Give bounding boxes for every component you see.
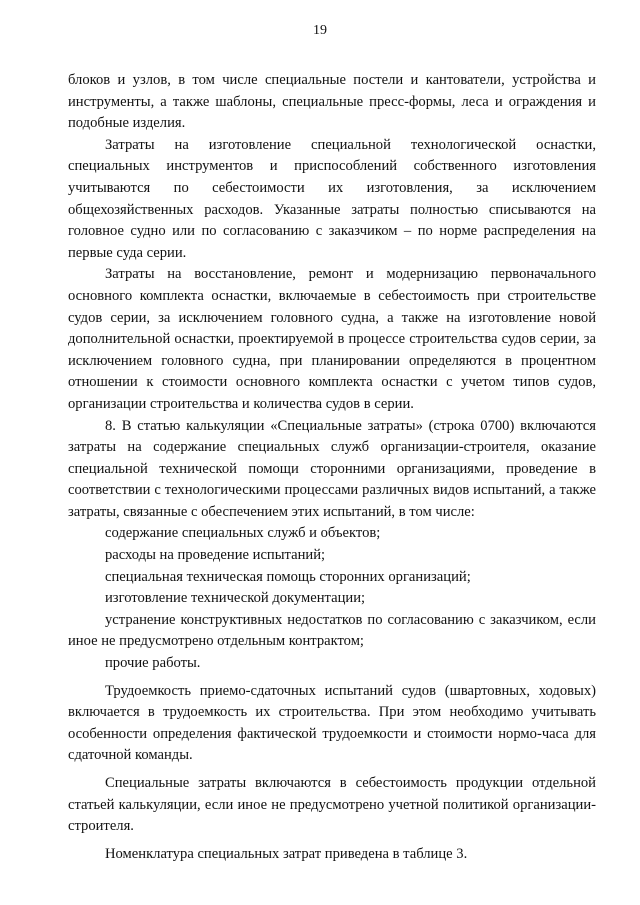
paragraph-acceptance-tests-labor: Трудоемкость приемо-сдаточных испытаний судов (швартовных, ходовых) включается в трудоемкость их строительства. При этом необходимо учитывать особенности определения фактической трудоемкости и стоимости нормо-часа для сдаточной команды. [68,682,596,764]
paragraph-special-costs-inclusion: Специальные затраты включаются в себестоимость продукции отдельной статьей калькуляции, если иное не предусмотрено учетной политикой организации-строителя. [68,775,596,835]
paragraph-tooling-restoration-costs: Затраты на восстановление, ремонт и модернизацию первоначального основного комплекта оснастки, включаемые в себестоимость при строительстве судов серии, за исключением головного судна, а также на изготовление новой дополнительной оснастки, проектируемой в процессе строительства судов серии, за исключением головного судна, при планировании определяются в процентном отношении к стоимости основного комплекта оснастки с учетом типов судов, организации строительства и количества судов в серии. [68,266,596,412]
list-item-special-services: содержание специальных служб и объектов; [105,525,381,542]
list-item-other-works: прочие работы. [105,655,201,672]
list-item-technical-documentation: изготовление технической документации; [105,590,366,607]
list-item-design-defects: устранение конструктивных недостатков по согласованию с заказчиком, если иное не предусмотрено отдельным контрактом; [68,611,596,650]
paragraph-item-8-special-costs: 8. В статью калькуляции «Специальные затраты» (строка 0700) включаются затраты на содержание специальных служб организации-строителя, оказание специальной технической помощи сторонними организациями, проведение в соответствии с технологическими процессами различных видов испытаний, а также затраты, связанные с обеспечением этих испытаний, в том числе: [68,417,596,520]
list-item-technical-assistance: специальная техническая помощь сторонних организаций; [105,568,471,585]
paragraph-nomenclature-reference: Номенклатура специальных затрат приведена в таблице 3. [105,845,468,862]
paragraph-special-tooling-costs: Затраты на изготовление специальной технологической оснастки, специальных инструментов и приспособлений собственного изготовления учитываются по себестоимости их изготовления, за исключением общехозяйственных расходов. Указанные затраты полностью списываются на головное судно или по согласованию с заказчиком – по норме распределения на первые суда серии. [68,136,596,261]
document-body [68,70,596,865]
paragraph-continuation: блоков и узлов, в том числе специальные постели и кантователи, устройства и инструменты, а также шаблоны, специальные пресс-формы, леса и ограждения и подобные изделия. [68,72,596,132]
page-number: 19 [313,23,327,38]
list-item-testing-expenses: расходы на проведение испытаний; [105,547,326,564]
